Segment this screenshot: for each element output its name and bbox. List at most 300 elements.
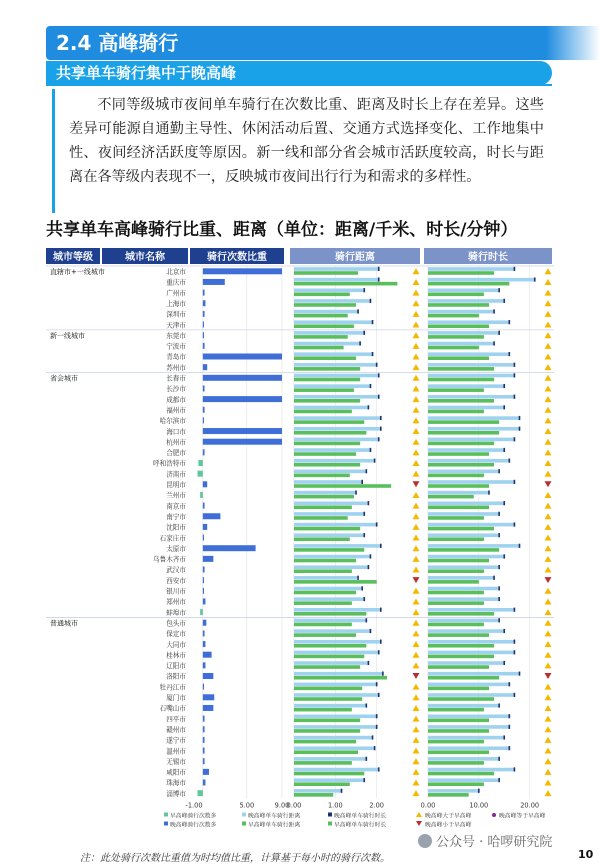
trend-up-icon — [413, 300, 420, 306]
distance-evening-marker — [355, 490, 357, 494]
duration-evening-marker — [478, 789, 480, 793]
distance-evening-bar — [294, 310, 358, 314]
duration-evening-bar — [428, 619, 499, 623]
city-label: 兰州市 — [166, 491, 186, 500]
ratio-bar — [203, 652, 212, 658]
ratio-bar — [203, 428, 282, 434]
distance-morning-bar — [294, 271, 358, 275]
trend-up-icon — [413, 375, 420, 381]
trend-up-icon — [413, 471, 420, 477]
distance-evening-marker — [374, 459, 376, 463]
city-label: 福州市 — [166, 406, 186, 415]
distance-evening-bar — [294, 459, 375, 463]
trend-down-icon — [545, 577, 552, 583]
city-label: 苏州市 — [166, 363, 186, 372]
duration-morning-bar — [428, 750, 489, 754]
trend-up-icon — [545, 737, 552, 743]
distance-evening-bar — [294, 597, 364, 601]
duration-evening-marker — [514, 608, 516, 612]
trend-up-icon — [413, 588, 420, 594]
trend-up-icon — [413, 439, 420, 445]
distance-morning-bar — [294, 793, 333, 797]
trend-up-icon — [545, 396, 552, 402]
distance-evening-marker — [368, 501, 370, 505]
distance-evening-marker — [378, 395, 380, 399]
duration-morning-bar — [428, 527, 494, 531]
city-label: 桂林市 — [166, 651, 186, 660]
legend-down-icon — [416, 821, 422, 826]
duration-morning-bar — [428, 324, 489, 328]
legend-swatch — [164, 813, 168, 817]
group-label: 直辖市+一线城市 — [50, 268, 105, 276]
ratio-bar — [203, 684, 204, 690]
distance-evening-bar — [294, 406, 368, 410]
duration-morning-bar — [428, 772, 494, 776]
duration-evening-bar — [428, 778, 499, 782]
distance-evening-marker — [366, 757, 368, 761]
city-label: 咸阳市 — [166, 768, 186, 777]
distance-evening-bar — [294, 608, 381, 612]
duration-morning-bar — [428, 410, 484, 414]
duration-evening-marker — [514, 363, 516, 367]
city-label: 四平市 — [166, 715, 186, 724]
distance-morning-bar — [294, 324, 354, 328]
legend-swatch — [328, 822, 332, 826]
watermark-text: 公众号 · 哈啰研究院 — [436, 835, 553, 850]
duration-evening-marker — [493, 309, 495, 313]
distance-evening-marker — [372, 352, 374, 356]
distance-morning-bar — [294, 346, 344, 350]
distance-morning-bar — [294, 442, 360, 446]
distance-evening-bar — [294, 352, 373, 356]
trend-up-icon — [545, 311, 552, 317]
duration-evening-bar — [428, 374, 514, 378]
ratio-bar — [203, 758, 205, 764]
distance-morning-bar — [294, 314, 348, 318]
distance-evening-marker — [368, 405, 370, 409]
duration-evening-marker — [514, 522, 516, 526]
distance-morning-bar — [294, 676, 387, 680]
distance-evening-bar — [294, 587, 362, 591]
duration-evening-marker — [498, 597, 500, 601]
ratio-bar — [203, 535, 204, 541]
ratio-bar — [203, 322, 204, 328]
ratio-bar — [200, 609, 203, 615]
trend-up-icon — [413, 556, 420, 562]
trend-up-icon — [413, 652, 420, 658]
distance-evening-marker — [376, 522, 378, 526]
trend-up-icon — [545, 662, 552, 668]
duration-evening-marker — [514, 267, 516, 271]
city-label: 昆明市 — [166, 481, 186, 489]
duration-evening-marker — [509, 459, 511, 463]
duration-morning-bar — [428, 495, 474, 499]
distance-evening-marker — [378, 767, 380, 771]
city-label: 蚌埠市 — [166, 608, 186, 617]
section-title-tail — [546, 26, 600, 60]
duration-morning-bar — [428, 761, 484, 765]
trend-up-icon — [545, 364, 552, 370]
duration-evening-marker — [498, 469, 500, 473]
city-label: 广州市 — [166, 289, 186, 298]
trend-up-icon — [545, 460, 552, 466]
duration-evening-marker — [514, 650, 516, 654]
duration-evening-bar — [428, 576, 494, 580]
distance-evening-bar — [294, 470, 366, 474]
trend-down-icon — [413, 673, 420, 679]
duration-morning-bar — [428, 719, 489, 723]
legend-label: 晚高峰单车骑行距离 — [248, 813, 301, 820]
city-label: 宁波市 — [166, 342, 186, 351]
distance-morning-bar — [294, 644, 366, 648]
duration-morning-bar — [428, 335, 484, 339]
ratio-bar — [203, 417, 204, 423]
city-label: 深圳市 — [166, 310, 186, 319]
trend-up-icon — [545, 556, 552, 562]
duration-morning-bar — [428, 431, 499, 435]
ratio-bar — [203, 598, 206, 604]
distance-evening-marker — [370, 448, 372, 452]
legend-swatch — [328, 813, 332, 817]
duration-evening-marker — [503, 384, 505, 388]
trend-up-icon — [413, 716, 420, 722]
distance-evening-marker — [368, 661, 370, 665]
trend-up-icon — [545, 279, 552, 285]
duration-evening-marker — [498, 565, 500, 569]
ratio-bar — [203, 716, 205, 722]
duration-evening-bar — [428, 640, 514, 644]
duration-evening-bar — [428, 416, 520, 420]
duration-evening-marker — [498, 618, 500, 622]
distance-evening-marker — [378, 267, 380, 271]
duration-evening-bar — [428, 342, 494, 346]
duration-evening-marker — [534, 277, 536, 281]
distance-evening-marker — [372, 735, 374, 739]
ratio-bar — [203, 364, 207, 370]
city-label: 赣州市 — [166, 725, 186, 734]
distance-morning-bar — [294, 548, 364, 552]
ratio-bar — [198, 460, 202, 466]
trend-up-icon — [545, 354, 552, 360]
footnote: 注：此处骑行次数比重值为时均值比重，计算基于每小时的骑行次数。 — [80, 853, 390, 864]
duration-evening-bar — [428, 768, 514, 772]
distance-evening-bar — [294, 715, 377, 719]
distance-evening-marker — [359, 341, 361, 345]
distance-evening-marker — [363, 331, 365, 335]
duration-morning-bar — [428, 633, 489, 637]
distance-morning-bar — [294, 580, 377, 584]
duration-evening-marker — [509, 725, 511, 729]
duration-evening-marker — [498, 512, 500, 516]
trend-up-icon — [545, 332, 552, 338]
city-label: 太原市 — [166, 544, 186, 553]
distance-evening-marker — [380, 544, 382, 548]
trend-up-icon — [413, 396, 420, 402]
trend-up-icon — [545, 535, 552, 541]
trend-up-icon — [545, 652, 552, 658]
duration-evening-bar — [428, 523, 514, 527]
city-label: 西安市 — [166, 576, 186, 585]
distance-evening-bar — [294, 502, 368, 506]
distance-evening-marker — [372, 320, 374, 324]
distance-evening-bar — [294, 289, 364, 293]
distance-morning-bar — [294, 527, 360, 531]
duration-evening-bar — [428, 597, 499, 601]
legend-label: 早高峰单车骑行距离 — [248, 822, 301, 829]
distance-morning-bar — [294, 452, 356, 456]
duration-evening-bar — [428, 331, 499, 335]
trend-up-icon — [545, 598, 552, 604]
trend-up-icon — [413, 737, 420, 743]
duration-evening-bar — [428, 459, 509, 463]
trend-up-icon — [545, 439, 552, 445]
trend-up-icon — [413, 417, 420, 423]
ratio-bar — [203, 513, 221, 519]
duration-morning-bar — [428, 463, 494, 467]
duration-morning-bar — [428, 697, 494, 701]
trend-up-icon — [413, 790, 420, 796]
distance-evening-marker — [361, 586, 363, 590]
ratio-bar — [203, 396, 282, 402]
distance-evening-bar — [294, 672, 383, 676]
trend-up-icon — [413, 428, 420, 434]
distance-evening-bar — [294, 555, 370, 559]
duration-evening-marker — [514, 395, 516, 399]
distance-morning-bar — [294, 293, 350, 297]
duration-morning-bar — [428, 655, 494, 659]
duration-evening-marker — [509, 320, 511, 324]
distance-morning-bar — [294, 474, 350, 478]
legend-swatch — [164, 822, 168, 826]
distance-evening-marker — [380, 427, 382, 431]
duration-evening-bar — [428, 715, 509, 719]
legend-label: 晚高峰大于早高峰 — [425, 813, 472, 820]
distance-evening-marker — [363, 533, 365, 537]
duration-evening-marker — [514, 640, 516, 644]
trend-up-icon — [545, 780, 552, 786]
duration-evening-bar — [428, 427, 520, 431]
distance-morning-bar — [294, 750, 358, 754]
ratio-bar — [203, 588, 204, 594]
city-label: 呼和浩特市 — [153, 459, 186, 468]
distance-evening-bar — [294, 736, 373, 740]
duration-morning-bar — [428, 591, 484, 595]
trend-up-icon — [413, 460, 420, 466]
city-label: 珠海市 — [166, 779, 186, 788]
trend-up-icon — [413, 705, 420, 711]
trend-up-icon — [545, 322, 552, 328]
duration-evening-bar — [428, 544, 520, 548]
duration-morning-bar — [428, 346, 479, 350]
ratio-bar — [203, 673, 214, 679]
trend-up-icon — [413, 758, 420, 764]
trend-up-icon — [545, 567, 552, 573]
trend-up-icon — [545, 716, 552, 722]
distance-tick-label: 0.00 — [286, 801, 302, 810]
duration-morning-bar — [428, 708, 484, 712]
ratio-bar — [203, 449, 205, 455]
duration-evening-marker — [519, 672, 521, 676]
duration-morning-bar — [428, 484, 489, 488]
distance-evening-marker — [341, 789, 343, 793]
duration-evening-bar — [428, 608, 514, 612]
distance-evening-bar — [294, 704, 366, 708]
city-label: 淄博市 — [166, 789, 186, 798]
duration-evening-bar — [428, 725, 509, 729]
distance-morning-bar — [294, 569, 352, 573]
trend-up-icon — [413, 726, 420, 732]
trend-up-icon — [413, 748, 420, 754]
trend-up-icon — [413, 641, 420, 647]
watermark — [418, 831, 552, 850]
trend-up-icon — [413, 279, 420, 285]
distance-evening-marker — [368, 565, 370, 569]
distance-morning-bar — [294, 708, 352, 712]
distance-evening-bar — [294, 374, 379, 378]
city-label: 大同市 — [166, 640, 186, 649]
duration-evening-marker — [514, 693, 516, 697]
duration-evening-marker — [503, 629, 505, 633]
duration-evening-marker — [509, 714, 511, 718]
distance-evening-marker — [363, 597, 365, 601]
distance-evening-bar — [294, 491, 356, 495]
city-label: 青岛市 — [166, 353, 186, 362]
duration-evening-bar — [428, 629, 504, 633]
trend-up-icon — [545, 748, 552, 754]
city-label: 海口市 — [166, 427, 186, 436]
ratio-bar — [203, 481, 207, 487]
ratio-bar — [203, 662, 206, 668]
trend-up-icon — [545, 385, 552, 391]
duration-evening-bar — [428, 704, 499, 708]
distance-evening-bar — [294, 544, 381, 548]
distance-evening-marker — [378, 650, 380, 654]
duration-evening-bar — [428, 502, 504, 506]
distance-evening-bar — [294, 331, 364, 335]
ratio-bar — [203, 737, 205, 743]
group-label: 普通城市 — [50, 619, 78, 628]
header-label: 城市名称 — [125, 252, 165, 263]
distance-evening-marker — [376, 725, 378, 729]
duration-evening-marker — [503, 735, 505, 739]
city-label: 洛阳市 — [166, 672, 186, 681]
ratio-bar — [203, 300, 206, 306]
city-label: 武汉市 — [166, 566, 186, 575]
distance-evening-marker — [366, 618, 368, 622]
city-label: 济南市 — [166, 470, 186, 479]
distance-morning-bar — [294, 740, 356, 744]
distance-evening-marker — [370, 299, 372, 303]
trend-up-icon — [413, 694, 420, 700]
trend-up-icon — [545, 609, 552, 615]
duration-evening-marker — [503, 661, 505, 665]
duration-morning-bar — [428, 569, 484, 573]
trend-up-icon — [545, 705, 552, 711]
distance-evening-bar — [294, 661, 368, 665]
distance-evening-bar — [294, 267, 379, 271]
duration-evening-bar — [428, 789, 479, 793]
duration-evening-bar — [428, 555, 504, 559]
distance-morning-bar — [294, 697, 362, 701]
distance-evening-marker — [357, 309, 359, 313]
trend-up-icon — [545, 641, 552, 647]
city-label: 南宁市 — [166, 512, 186, 521]
ratio-bar — [203, 311, 205, 317]
trend-up-icon — [545, 620, 552, 626]
city-label: 辽阳市 — [166, 662, 186, 671]
duration-evening-bar — [428, 438, 514, 442]
trend-up-icon — [413, 290, 420, 296]
duration-morning-bar — [428, 782, 484, 786]
duration-evening-bar — [428, 746, 509, 750]
duration-morning-bar — [428, 474, 484, 478]
trend-down-icon — [413, 577, 420, 583]
trend-up-icon — [413, 513, 420, 519]
distance-morning-bar — [294, 303, 356, 307]
city-label: 长沙市 — [166, 385, 186, 394]
legend-swatch — [242, 822, 246, 826]
city-label: 天津市 — [166, 321, 186, 330]
ratio-bar — [203, 290, 205, 296]
distance-evening-bar — [294, 427, 381, 431]
distance-evening-bar — [294, 757, 366, 761]
subtitle-banner: 共享单车骑行集中于晚高峰 — [46, 61, 552, 85]
distance-evening-bar — [294, 363, 377, 367]
distance-evening-marker — [370, 629, 372, 633]
trend-up-icon — [413, 620, 420, 626]
duration-evening-marker — [498, 533, 500, 537]
trend-up-icon — [413, 343, 420, 349]
ratio-bar — [203, 620, 207, 626]
header-label: 骑行次数比重 — [207, 252, 267, 263]
trend-up-icon — [413, 354, 420, 360]
duration-evening-bar — [428, 299, 504, 303]
duration-morning-bar — [428, 442, 494, 446]
duration-evening-marker — [503, 405, 505, 409]
duration-evening-bar — [428, 533, 499, 537]
header-label: 骑行时长 — [468, 252, 508, 263]
trend-up-icon — [413, 385, 420, 391]
distance-morning-bar — [294, 388, 354, 392]
distance-morning-bar — [294, 463, 360, 467]
trend-up-icon — [413, 780, 420, 786]
duration-evening-marker — [498, 778, 500, 782]
duration-evening-marker — [493, 576, 495, 580]
duration-evening-marker — [514, 480, 516, 484]
distance-evening-bar — [294, 448, 370, 452]
city-label: 上海市 — [166, 299, 186, 308]
ratio-bar — [203, 556, 214, 562]
duration-evening-bar — [428, 320, 509, 324]
distance-tick-label: 2.00 — [369, 801, 385, 810]
ratio-bar — [203, 641, 206, 647]
duration-tick-label: 0.00 — [420, 801, 436, 810]
duration-morning-bar — [428, 740, 484, 744]
city-label: 成都市 — [166, 395, 186, 404]
distance-evening-marker — [357, 576, 359, 580]
duration-evening-bar — [428, 491, 489, 495]
city-label: 保定市 — [166, 630, 186, 639]
distance-evening-bar — [294, 523, 377, 527]
trend-up-icon — [545, 790, 552, 796]
distance-evening-bar — [294, 278, 379, 282]
legend-up-icon — [416, 812, 422, 817]
city-label: 乌鲁木齐市 — [153, 555, 186, 564]
trend-up-icon — [413, 545, 420, 551]
top-band — [0, 0, 600, 24]
distance-evening-marker — [380, 416, 382, 420]
duration-morning-bar — [428, 537, 484, 541]
